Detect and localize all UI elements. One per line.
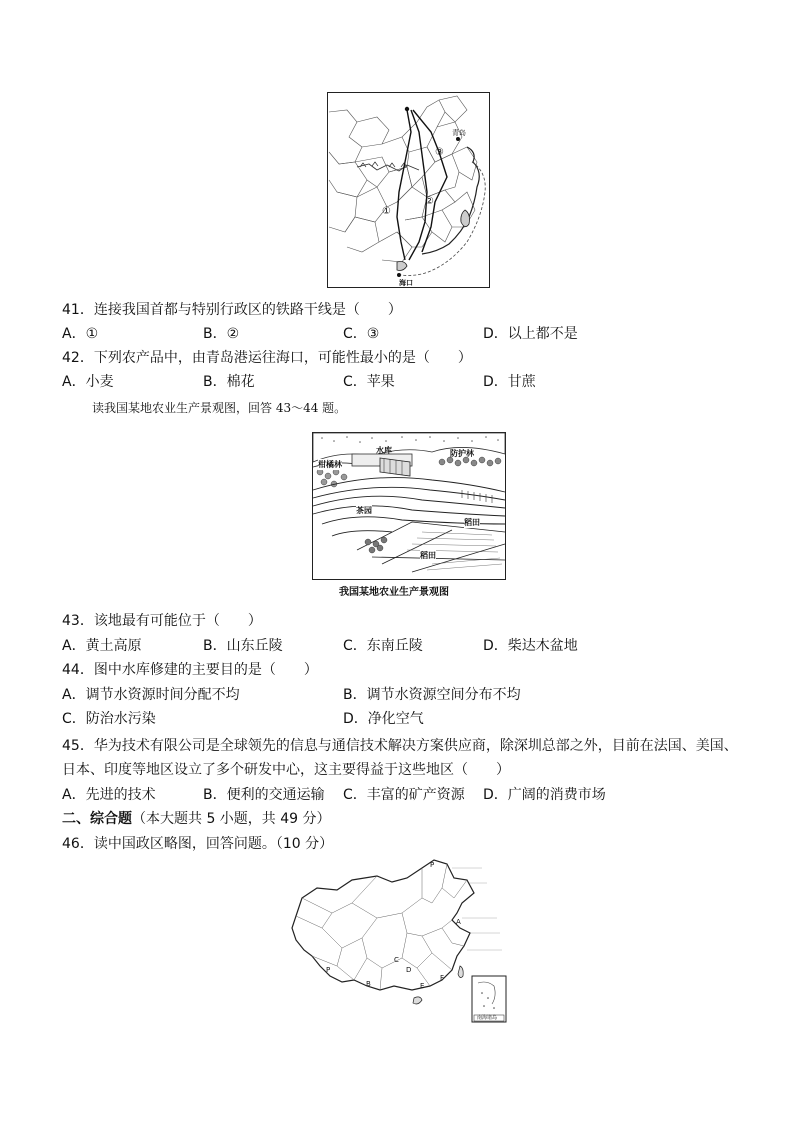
q45-option-c: C．丰富的矿产资源 [343, 787, 465, 803]
q43-option-b: B．山东丘陵 [203, 638, 283, 654]
china-map-letter-p-north: P [430, 861, 435, 869]
q41-option-a: A．① [62, 326, 99, 342]
farm-scene-figure [312, 432, 506, 580]
q42-option-b: B．棉花 [203, 374, 255, 390]
railway-marker-3: ③ [435, 147, 444, 158]
q44-stem: 44．图中水库修建的主要目的是（ ） [62, 662, 318, 678]
haikou-label: 海口 [399, 279, 413, 287]
q45-stem-line-2: 日本、印度等地区设立了多个研发中心，这主要得益于这些地区（ ） [62, 762, 510, 778]
china-map-letter-e: E [420, 982, 425, 990]
rice-field-label-2: 稻田 [420, 551, 436, 560]
q41-option-d: D．以上都不是 [483, 326, 578, 342]
q42-option-d: D．甘蔗 [483, 374, 536, 390]
q42-option-a: A．小麦 [62, 374, 114, 390]
q44-option-c: C．防治水污染 [62, 711, 156, 727]
q42-stem: 42．下列农产品中，由青岛港运往海口，可能性最小的是（ ） [62, 350, 472, 366]
railway-map-figure [327, 92, 490, 288]
q41-option-b: B．② [203, 326, 240, 342]
shelterbelt-label: 防护林 [450, 449, 474, 458]
q44-option-d: D．净化空气 [343, 711, 424, 727]
section-2-heading [62, 810, 331, 828]
qingdao-label: 青岛 [452, 129, 466, 137]
china-map-letter-d: D [406, 966, 412, 974]
section-2-label: 二、综合题 [62, 811, 132, 827]
q43-stem: 43．该地最有可能位于（ ） [62, 613, 262, 629]
farm-scene-caption: 我国某地农业生产景观图 [339, 587, 449, 598]
rice-field-label-1: 稻田 [464, 518, 480, 527]
q44-option-a: A．调节水资源时间分配不均 [62, 687, 240, 703]
tea-garden-label: 茶园 [356, 506, 372, 515]
reservoir-label: 水库 [376, 446, 392, 455]
china-map-letter-b: B [366, 980, 371, 988]
china-map-letter-a: A [456, 918, 461, 926]
q42-option-c: C．苹果 [343, 374, 395, 390]
q41-stem: 41．连接我国首都与特别行政区的铁路干线是（ ） [62, 302, 402, 318]
q45-option-a: A．先进的技术 [62, 787, 156, 803]
q41-option-c: C．③ [343, 326, 380, 342]
intro-43-44: 读我国某地农业生产景观图，回答 43～44 题。 [92, 401, 347, 415]
q44-option-b: B．调节水资源空间分布不均 [343, 687, 521, 703]
china-map-letter-f: F [440, 974, 445, 982]
citrus-label: 柑橘林 [318, 460, 342, 469]
china-map-letter-p-west: P [326, 966, 331, 974]
china-map-letter-c: C [394, 956, 399, 964]
section-2-note: （本大题共 5 小题，共 49 分） [132, 811, 331, 827]
china-map-figure [282, 858, 514, 1026]
railway-marker-1: ① [382, 206, 391, 217]
q45-option-b: B．便利的交通运输 [203, 787, 325, 803]
q45-stem-line-1: 45．华为技术有限公司是全球领先的信息与通信技术解决方案供应商，除深圳总部之外，目前在法国、美国、 [62, 738, 738, 754]
south-china-sea-inset-label: 南海诸岛 [477, 1015, 498, 1021]
q45-option-d: D．广阔的消费市场 [483, 787, 606, 803]
q46-stem: 46．读中国政区略图，回答问题。（10 分） [62, 836, 334, 852]
railway-marker-2: ② [425, 196, 434, 207]
q43-option-d: D．柴达木盆地 [483, 638, 578, 654]
q43-option-a: A．黄土高原 [62, 638, 142, 654]
q43-option-c: C．东南丘陵 [343, 638, 423, 654]
